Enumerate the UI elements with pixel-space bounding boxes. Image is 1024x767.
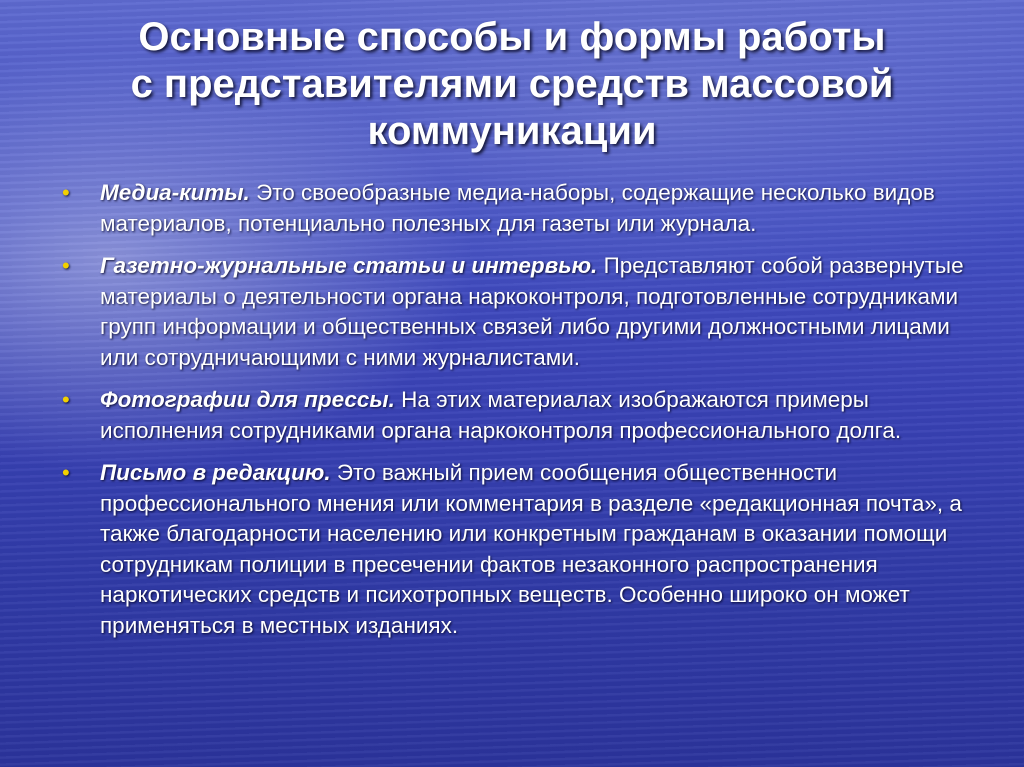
slide-title <box>40 14 984 155</box>
slide-title-line: с представителями средств массовой <box>130 62 894 106</box>
item-text: Представляют собой развернутые материалы о деятельности органа наркоконтроля, подготовленные сотрудниками групп информации и общественных связей либо другими должностными лицами или сотрудничающими с ними журналистами. <box>100 253 964 370</box>
item-text: Это своеобразные медиа-наборы, содержащие несколько видов материалов, потенциально полезных для газеты или журнала. <box>100 180 935 236</box>
list-item-media-kits <box>56 178 986 239</box>
item-text: Это важный прием сообщения общественности профессионального мнения или комментария в разделе «редакционная почта», а также благодарности населению или конкретным гражданам в оказании помощи сотрудникам полиции в пресечении фактов незаконного распространения наркотических средств и психотропных веществ. Особенно широко он может применяться в местных изданиях. <box>100 460 962 638</box>
item-term: Газетно-журнальные статьи и интервью. <box>100 253 598 278</box>
list-item-articles <box>56 251 986 373</box>
bullet-icon: • <box>62 253 70 278</box>
item-term: Медиа-киты. <box>100 180 250 205</box>
list-item-press-photos <box>56 385 986 446</box>
slide-title-line: коммуникации <box>367 109 657 153</box>
bullet-icon: • <box>62 180 70 205</box>
bullet-icon: • <box>62 387 70 412</box>
slide-title-line: Основные способы и формы работы <box>138 15 886 59</box>
list-item-letter <box>56 458 986 641</box>
item-term: Фотографии для прессы. <box>100 387 395 412</box>
item-term: Письмо в редакцию. <box>100 460 331 485</box>
bullet-list <box>56 178 986 653</box>
item-text: На этих материалах изображаются примеры исполнения сотрудниками органа наркоконтроля профессионального долга. <box>100 387 902 443</box>
bullet-icon: • <box>62 460 70 485</box>
